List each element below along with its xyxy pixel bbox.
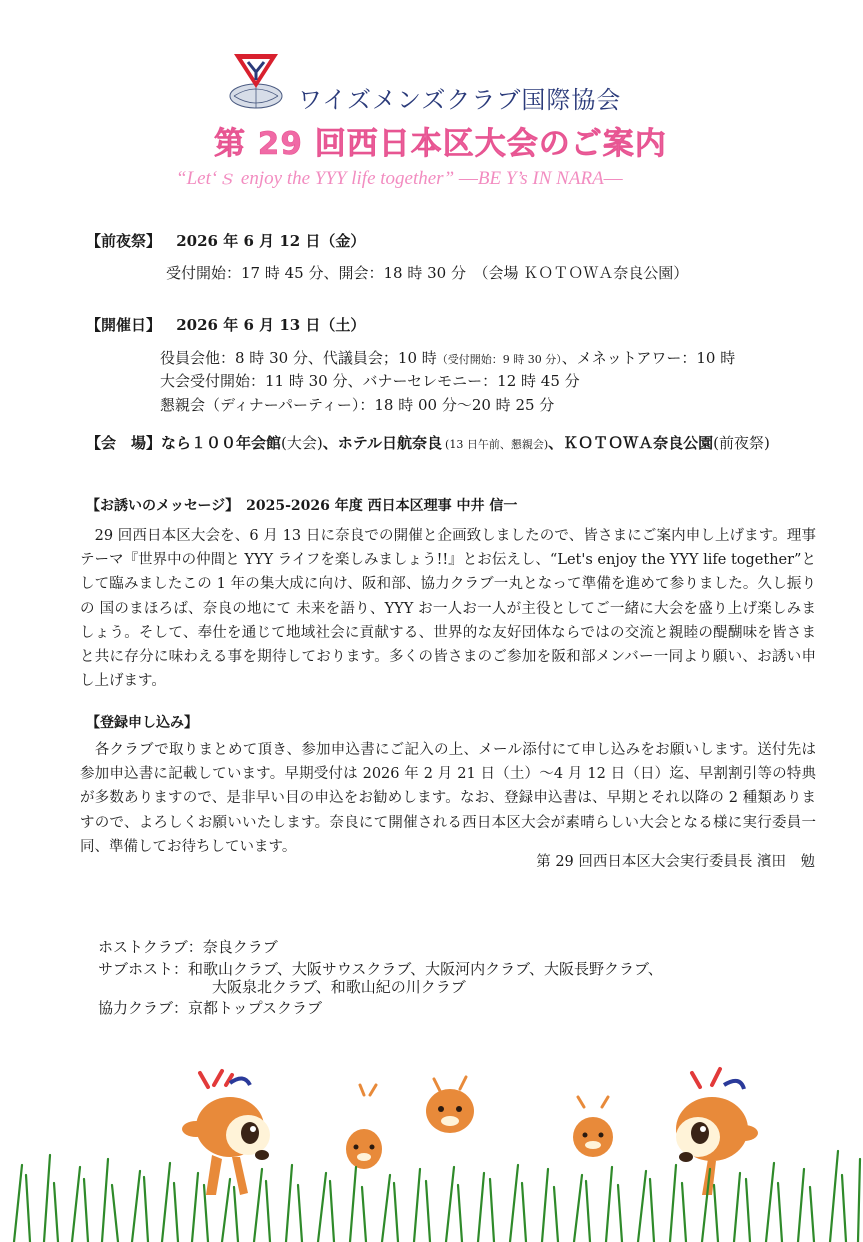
venue-2-note: (13 日午前、懇親会) — [445, 438, 549, 451]
grass-decoration — [14, 1151, 860, 1242]
coop-club-value: 京都トップスクラブ — [188, 999, 322, 1017]
venue-3-note: (前夜祭) — [713, 434, 770, 452]
eve-label: 【前夜祭】 — [86, 232, 162, 250]
message-heading: 【お誘いのメッセージ】 2025-2026 年度 西日本区理事 中井 信一 — [86, 498, 518, 514]
eve-date: 2026 年 6 月 12 日（金） — [176, 232, 366, 250]
venue-label: 【会 場】 — [86, 434, 162, 452]
main-day-date: 2026 年 6 月 13 日（土） — [176, 316, 366, 334]
coop-club-label: 協力クラブ： — [98, 999, 189, 1017]
venue-1-note: (大会) — [281, 434, 323, 452]
ys-mens-logo — [228, 52, 288, 110]
eve-details: 受付開始：17 時 45 分、開会：18 時 30 分 （会場 ＫＯＴＯＷＡ奈良公園） — [166, 264, 689, 282]
main-day-label: 【開催日】 — [86, 316, 162, 334]
coop-club-line — [98, 997, 322, 1018]
slogan: “Let‘ｓ enjoy the YYY life together” ―BE Y’s IN NARA― — [176, 168, 623, 189]
venue-3-name: ＫＯＴＯＷＡ奈良公園 — [563, 434, 714, 452]
deer-mascot-icon — [676, 1069, 758, 1195]
schedule-line-3: 懇親会（ディナーパーティー）：18 時 00 分～20 時 25 分 — [160, 396, 555, 414]
deer-mascot-icon — [573, 1097, 613, 1157]
registration-body: 各クラブで取りまとめて頂き、参加申込書にご記入の上、メール添付にて申し込みをお願いします。送付先は参加申込書に記載しています。早期受付は 2026 年 2 月 21 日（土）～4 月 12 日（日）迄、早割割引等の特典が多数ありますので、是非早い目の申込をお勧めします。なお、登録申込書は、早期とそれ以降の 2 種類ありますので、よろしくお願いいたします。奈良にて開催される西日本区大会が素晴らしい大会となる様に実行委員一同、準備してお待ちしています。 — [80, 742, 816, 855]
host-club-line — [98, 936, 278, 957]
host-club-label: ホストクラブ： — [98, 938, 203, 956]
venue-2-name: ホテル日航奈良 — [337, 434, 443, 452]
venue-separator: 、 — [322, 434, 338, 452]
schedule-line-2: 大会受付開始：11 時 30 分、バナーセレモニー：12 時 45 分 — [160, 372, 580, 390]
schedule-reception-note: （受付開始：9 時 30 分） — [436, 353, 562, 366]
host-club-value: 奈良クラブ — [202, 938, 278, 956]
message-body: 29 回西日本区大会を、6 月 13 日に奈良での開催と企画致しましたので、皆さまにご案内申し上げます。理事テーマ『世界中の仲間と YYY ライフを楽しみましょう!!』とお伝えし、“Let's enjoy the YYY life together”として臨みましたこの 1 年の集大成に向け、阪和部、協力クラブ一丸となって準備を進めて参りました。久し振りの 国のまほろば、奈良の地にて 未来を語り、YYY お一人お一人が主役としてご一緒に大会を盛り上げ楽しみましょう。そして、奉仕を通じて地域社会に貢献する、世界的な友好団体ならではの交流と親睦の醍醐味を皆さまと共に存分に味わえる事を期待しております。多くの皆さまのご参加を阪和部メンバー一同より願い、お誘い申し上げます。 — [80, 528, 816, 690]
deer-mascot-icon — [346, 1085, 382, 1169]
main-day-section — [86, 314, 365, 335]
schedule-line-1 — [160, 347, 735, 368]
schedule-menette: 、メネットアワー：10 時 — [561, 349, 736, 367]
sub-host-label: サブホスト： — [98, 960, 189, 978]
sub-host-line-2: 大阪泉北クラブ、和歌山紀の川クラブ — [212, 978, 466, 996]
venue-line — [86, 432, 770, 453]
eve-section — [86, 230, 365, 251]
registration-heading: 【登録申し込み】 — [86, 715, 198, 731]
sub-host-value: 和歌山クラブ、大阪サウスクラブ、大阪河内クラブ、大阪長野クラブ、 — [188, 960, 663, 978]
signature: 第 29 回西日本区大会実行委員長 濱田 勉 — [536, 854, 815, 870]
deer-mascot-icon — [426, 1077, 474, 1133]
page-title: 第 29 回西日本区大会のご案内 — [214, 126, 667, 162]
deer-grass-illustration — [0, 1055, 863, 1242]
venue-1-name: なら１００年会館 — [161, 434, 282, 452]
deer-mascot-icon — [182, 1071, 270, 1195]
organization-name: ワイズメンズクラブ国際協会 — [298, 86, 622, 114]
schedule-officers: 役員会他：8 時 30 分、代議員会；10 時 — [160, 349, 437, 367]
venue-separator: 、 — [548, 434, 564, 452]
